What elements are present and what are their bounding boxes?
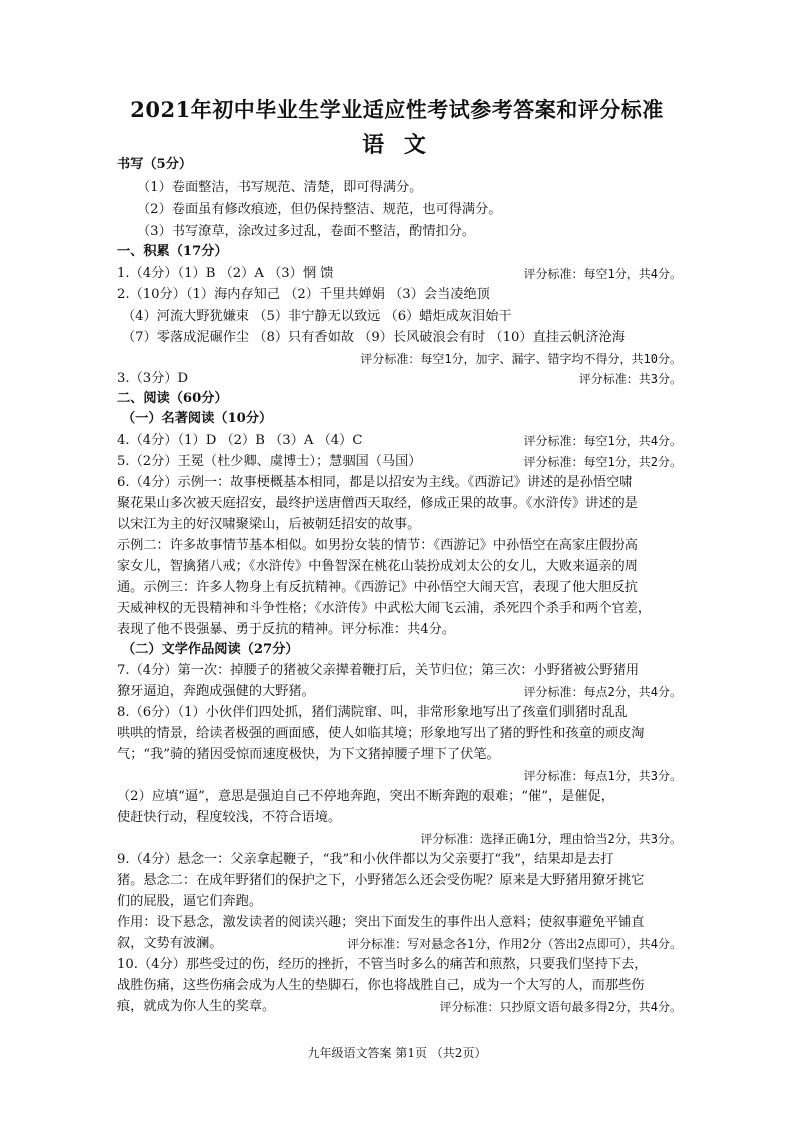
question-10-line xyxy=(117,998,682,1016)
question-8-line: 哄哄的情景，给读者极强的画面感，使人如临其境；形象地写出了猪的野性和孩童的顽皮淘 xyxy=(117,726,645,741)
question-6-line: 天威神权的无畏精神和斗争性格；《水浒传》中武松大闹飞云浦，杀死四个杀手和两个官差， xyxy=(117,601,652,616)
question-8-line: 使赶快行动，程度较浅，不符合语境。 xyxy=(117,810,342,825)
question-6-line: 示例二：许多故事情节基本相似。如男扮女装的情节：《西游记》中孙悟空在高家庄假扮高 xyxy=(117,538,638,553)
scoring-standard: 评分标准：写对悬念各1分，作用2分（答出2点即可），共4分。 xyxy=(347,937,682,951)
scoring-standard: 评分标准：每空1分，共2分。 xyxy=(523,455,682,469)
scoring-standard: 评分标准：选择正确1分，理由恰当2分，共3分。 xyxy=(420,832,682,846)
question-7-line: 7.（4分）第一次：掉腰子的猪被父亲撵着鞭打后，关节归位；第三次：小野猪被公野猪用 xyxy=(117,663,640,678)
answer-text: 4.（4分）（1）D （2）B （3）A （4）C xyxy=(117,433,363,448)
question-6-line: 通。示例三：许多人物身上有反抗精神。《西游记》中孙悟空大闹天宫，表现了他大胆反抗 xyxy=(117,580,638,595)
question-3 xyxy=(117,370,682,388)
question-8-line: 8.（6分）（1）小伙伴们四处抓，猪们满院窜、叫，非常形象地写出了孩童们驯猪时乱乱 xyxy=(117,705,628,720)
question-2-line: （4）河流大野犹嫌束 （5）非宁静无以致远 （6）蜡炬成灰泪始干 xyxy=(122,309,512,324)
question-5 xyxy=(117,453,682,471)
writing-heading: 书写（5分） xyxy=(117,157,193,172)
writing-item: （3）书写潦草，涂改过多过乱，卷面不整洁，酌情扣分。 xyxy=(137,224,476,239)
question-2-line: 2.（10分）（1）海内存知己 （2）千里共婵娟 （3）会当凌绝顶 xyxy=(117,287,490,302)
page-title: 2021年初中毕业生学业适应性考试参考答案和评分标准 xyxy=(130,97,664,122)
question-9-line: 们的屁股，逼它们奔跑。 xyxy=(117,894,263,909)
writing-item: （2）卷面虽有修改痕迹，但仍保持整洁、规范，也可得满分。 xyxy=(137,202,502,217)
answer-text: 痕，就成为你人生的奖章。 xyxy=(117,999,276,1014)
question-8-line: 气；“我”骑的猪因受惊而速度极快，为下文猪掉腰子埋下了伏笔。 xyxy=(117,747,500,762)
answer-text: 3.（3分）D xyxy=(117,371,189,386)
question-7-line xyxy=(117,683,682,701)
scoring-standard: 评分标准：每点2分，共4分。 xyxy=(523,685,682,699)
answer-text: 叙，文势有波澜。 xyxy=(117,936,223,951)
subsection-heading: （一）名著阅读（10分） xyxy=(122,411,273,426)
page-footer: 九年级语文答案 第1页 （共2页） xyxy=(307,1046,487,1060)
question-6-line: 表现了他不畏强暴、勇于反抗的精神。评分标准：共4分。 xyxy=(117,622,456,637)
section-heading: 一、积累（17分） xyxy=(117,244,228,259)
question-6-line: 聚花果山多次被天庭招安，最终护送唐僧西天取经，修成正果的故事。《水浒传》讲述的是 xyxy=(117,496,638,511)
question-9-line: 猪。悬念二：在成年野猪们的保护之下，小野猪怎么还会受伤呢？原来是大野猪用獠牙挑它 xyxy=(117,873,645,888)
question-9-line: 作用：设下悬念，激发读者的阅读兴趣；突出下面发生的事件出人意料；使叙事避免平铺直 xyxy=(117,915,645,930)
scoring-standard: 评分标准：共3分。 xyxy=(578,372,682,386)
answer-text: 1.（4分）（1）B （2）A （3）惘 馈 xyxy=(117,266,334,281)
section-heading: 二、阅读（60分） xyxy=(117,391,228,406)
subsection-heading: （二）文学作品阅读（27分） xyxy=(122,642,299,657)
question-6-line: 以宋江为主的好汉啸聚梁山，后被朝廷招安的故事。 xyxy=(117,517,421,532)
question-6-line: 家女儿，智擒猪八戒；《水浒传》中鲁智深在桃花山装扮成刘太公的女儿，大败来逼亲的周 xyxy=(117,559,638,574)
writing-item: （1）卷面整洁，书写规范、清楚，即可得满分。 xyxy=(137,180,423,195)
subject-title: 语 文 xyxy=(362,132,432,158)
question-9-line: 9.（4分）悬念一：父亲拿起鞭子，“我”和小伙伴都以为父亲要打“我”，结果却是去打 xyxy=(117,852,614,867)
answer-text: 5.（2分）王冕（杜少卿、虞博士）；慧骃国（马国） xyxy=(117,454,422,469)
question-1 xyxy=(117,265,682,283)
answer-text: 獠牙逼迫，奔跑成强健的大野猪。 xyxy=(117,684,315,699)
scoring-standard: 评分标准：每点1分，共3分。 xyxy=(523,769,682,783)
question-9-line xyxy=(117,935,682,953)
question-8-line: （2）应填“逼”，意思是强迫自己不停地奔跑，突出不断奔跑的艰难；“催”，是催促， xyxy=(117,789,614,804)
question-10-line: 10.（4分）那些受过的伤，经历的挫折，不管当时多么的痛苦和煎熬，只要我们坚持下去， xyxy=(117,957,648,972)
question-6-line: 6.（4分）示例一：故事梗概基本相同，都是以招安为主线。《西游记》讲述的是孙悟空啸 xyxy=(117,475,633,490)
question-10-line: 战胜伤痛，这些伤痛会成为人生的垫脚石，你也将战胜自己，成为一个大写的人，而那些伤 xyxy=(117,978,645,993)
scoring-standard: 评分标准：每空1分，共4分。 xyxy=(523,434,682,448)
scoring-standard: 评分标准：只抄原文语句最多得2分，共4分。 xyxy=(439,1000,682,1014)
scoring-standard: 评分标准：每空1分，共4分。 xyxy=(523,267,682,281)
question-4 xyxy=(117,432,682,450)
scoring-standard: 评分标准：每空1分，加字、漏字、错字均不得分，共10分。 xyxy=(360,352,682,366)
question-2-line: （7）零落成泥碾作尘 （8）只有香如故 （9）长风破浪会有时 （10）直挂云帆济沧海 xyxy=(122,330,625,345)
